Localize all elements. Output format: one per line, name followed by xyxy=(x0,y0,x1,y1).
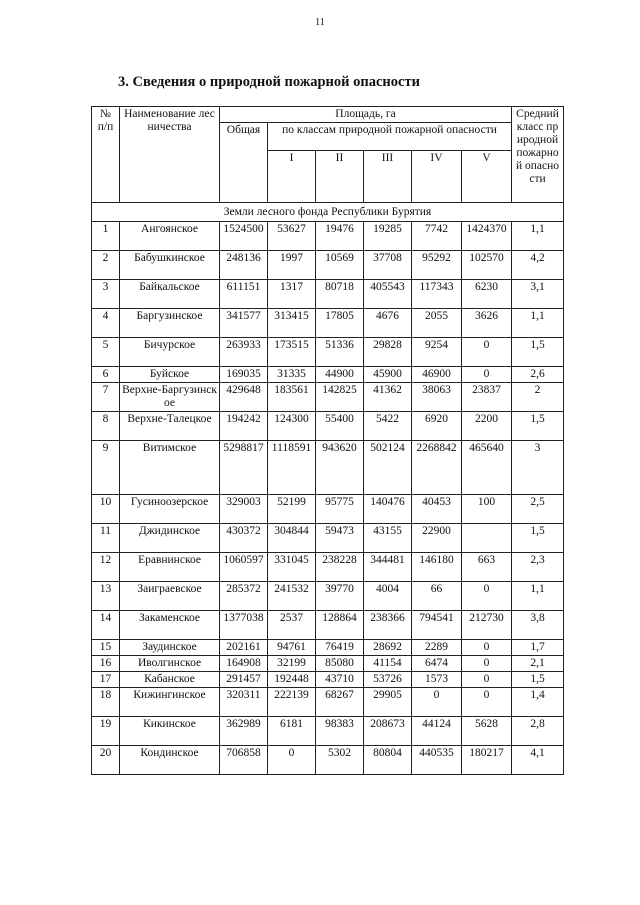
table-cell: 28692 xyxy=(364,640,412,656)
table-row xyxy=(92,280,564,309)
table-cell: 20 xyxy=(92,746,120,775)
table-row xyxy=(92,611,564,640)
table-cell: 17 xyxy=(92,672,120,688)
table-row xyxy=(92,495,564,524)
table-cell: 38063 xyxy=(412,383,462,412)
table-cell: 320311 xyxy=(220,688,268,717)
table-cell: 2268842 xyxy=(412,441,462,495)
table-cell: 41154 xyxy=(364,656,412,672)
table-cell: 98383 xyxy=(316,717,364,746)
table-cell: 11 xyxy=(92,524,120,553)
table-cell: 2,5 xyxy=(512,495,564,524)
table-cell: Ангоянское xyxy=(120,222,220,251)
table-row xyxy=(92,383,564,412)
table-cell: 1,1 xyxy=(512,582,564,611)
table-cell: 2 xyxy=(92,251,120,280)
table-cell: 68267 xyxy=(316,688,364,717)
table-body xyxy=(92,222,564,775)
table-cell: 85080 xyxy=(316,656,364,672)
table-cell: 18 xyxy=(92,688,120,717)
table-cell: 1,5 xyxy=(512,338,564,367)
table-cell: 2,1 xyxy=(512,656,564,672)
table-cell: Кикинское xyxy=(120,717,220,746)
table-cell: Иволгинское xyxy=(120,656,220,672)
table-cell: 51336 xyxy=(316,338,364,367)
table-cell: 128864 xyxy=(316,611,364,640)
table-cell: 5298817 xyxy=(220,441,268,495)
table-cell: 2289 xyxy=(412,640,462,656)
table-cell: 263933 xyxy=(220,338,268,367)
table-cell: 9254 xyxy=(412,338,462,367)
table-cell: 29905 xyxy=(364,688,412,717)
table-cell: 59473 xyxy=(316,524,364,553)
table-cell: 19476 xyxy=(316,222,364,251)
table-cell: 2055 xyxy=(412,309,462,338)
table-cell: 6 xyxy=(92,367,120,383)
table-cell: 208673 xyxy=(364,717,412,746)
table-cell: 52199 xyxy=(268,495,316,524)
table-cell: 1 xyxy=(92,222,120,251)
table-cell: 5 xyxy=(92,338,120,367)
table-cell: 45900 xyxy=(364,367,412,383)
table-cell: 192448 xyxy=(268,672,316,688)
table-cell: 248136 xyxy=(220,251,268,280)
table-cell: 9 xyxy=(92,441,120,495)
table-cell: Кабанское xyxy=(120,672,220,688)
table-cell: 331045 xyxy=(268,553,316,582)
table-cell: 1424370 xyxy=(462,222,512,251)
table-cell: 180217 xyxy=(462,746,512,775)
table-cell: 80804 xyxy=(364,746,412,775)
table-cell: 1,1 xyxy=(512,222,564,251)
table-row xyxy=(92,222,564,251)
table-cell: 2,6 xyxy=(512,367,564,383)
table-cell: 1,5 xyxy=(512,412,564,441)
table-cell: 222139 xyxy=(268,688,316,717)
table-cell: Баргузинское xyxy=(120,309,220,338)
table-row xyxy=(92,717,564,746)
table-cell: 341577 xyxy=(220,309,268,338)
header-name: Наименование лесничества xyxy=(120,107,220,203)
table-cell: 6230 xyxy=(462,280,512,309)
table-row xyxy=(92,367,564,383)
table-cell: 2,8 xyxy=(512,717,564,746)
header-class-3: III xyxy=(364,151,412,203)
table-row xyxy=(92,672,564,688)
table-cell: 4,1 xyxy=(512,746,564,775)
table-cell: 3626 xyxy=(462,309,512,338)
table-cell: 43710 xyxy=(316,672,364,688)
table-cell: 164908 xyxy=(220,656,268,672)
table-cell: 1377038 xyxy=(220,611,268,640)
table-cell: Бичурское xyxy=(120,338,220,367)
table-cell: Бабушкинское xyxy=(120,251,220,280)
table-cell: 19 xyxy=(92,717,120,746)
table-cell: 943620 xyxy=(316,441,364,495)
table-cell: Закаменское xyxy=(120,611,220,640)
table-cell: 13 xyxy=(92,582,120,611)
table-cell: Байкальское xyxy=(120,280,220,309)
table-cell: Джидинское xyxy=(120,524,220,553)
table-cell: 16 xyxy=(92,656,120,672)
header-class-5: V xyxy=(462,151,512,203)
table-cell: 169035 xyxy=(220,367,268,383)
table-cell: 43155 xyxy=(364,524,412,553)
table-cell: Заудинское xyxy=(120,640,220,656)
table-cell: 10569 xyxy=(316,251,364,280)
table-cell: Кондинское xyxy=(120,746,220,775)
table-cell: 95292 xyxy=(412,251,462,280)
table-cell: 6920 xyxy=(412,412,462,441)
table-cell: 0 xyxy=(462,338,512,367)
table-cell: 12 xyxy=(92,553,120,582)
table-cell: 76419 xyxy=(316,640,364,656)
table-row xyxy=(92,524,564,553)
table-cell: 4004 xyxy=(364,582,412,611)
header-avg: Средний класс природной пожарной опасности xyxy=(512,107,564,203)
table-cell: 405543 xyxy=(364,280,412,309)
table-cell: 14 xyxy=(92,611,120,640)
table-cell: 10 xyxy=(92,495,120,524)
table-cell: 5628 xyxy=(462,717,512,746)
table-cell: 329003 xyxy=(220,495,268,524)
table-cell: 117343 xyxy=(412,280,462,309)
table-cell: 1,5 xyxy=(512,524,564,553)
table-cell: Буйское xyxy=(120,367,220,383)
table-row xyxy=(92,746,564,775)
table-cell: 41362 xyxy=(364,383,412,412)
table-cell: 6474 xyxy=(412,656,462,672)
table-cell: 1118591 xyxy=(268,441,316,495)
header-num: № п/п xyxy=(92,107,120,203)
table-cell: 19285 xyxy=(364,222,412,251)
table-cell: 140476 xyxy=(364,495,412,524)
page-number: 11 xyxy=(315,17,325,28)
table-cell: 37708 xyxy=(364,251,412,280)
table-cell: 238228 xyxy=(316,553,364,582)
table-cell: 1,5 xyxy=(512,672,564,688)
table-cell: 53726 xyxy=(364,672,412,688)
table-row xyxy=(92,251,564,280)
table-cell: 3,1 xyxy=(512,280,564,309)
table-cell: 142825 xyxy=(316,383,364,412)
table-cell: 173515 xyxy=(268,338,316,367)
table-cell: 2200 xyxy=(462,412,512,441)
table-cell: 32199 xyxy=(268,656,316,672)
table-cell: 440535 xyxy=(412,746,462,775)
table-cell: 44124 xyxy=(412,717,462,746)
table-cell: 0 xyxy=(268,746,316,775)
table-row xyxy=(92,688,564,717)
table-cell: 1,7 xyxy=(512,640,564,656)
table-cell: Верхне-Талецкое xyxy=(120,412,220,441)
table-row xyxy=(92,338,564,367)
table-cell: 1524500 xyxy=(220,222,268,251)
table-cell: 23837 xyxy=(462,383,512,412)
table-row xyxy=(92,309,564,338)
table-cell: 29828 xyxy=(364,338,412,367)
table-row xyxy=(92,656,564,672)
table-cell: 2537 xyxy=(268,611,316,640)
table-cell: 4 xyxy=(92,309,120,338)
table-cell: 0 xyxy=(462,656,512,672)
table-cell: 55400 xyxy=(316,412,364,441)
table-cell: 40453 xyxy=(412,495,462,524)
table-cell: 80718 xyxy=(316,280,364,309)
table-cell: 2,3 xyxy=(512,553,564,582)
table-cell: 0 xyxy=(462,672,512,688)
table-cell xyxy=(462,524,512,553)
header-class-4: IV xyxy=(412,151,462,203)
header-area: Площадь, га xyxy=(220,107,512,123)
table-cell: Еравнинское xyxy=(120,553,220,582)
table-cell: 102570 xyxy=(462,251,512,280)
table-cell: 124300 xyxy=(268,412,316,441)
header-by-class: по классам природной пожарной опасности xyxy=(268,123,512,151)
table-cell: 706858 xyxy=(220,746,268,775)
table-cell: 15 xyxy=(92,640,120,656)
table-cell: 2 xyxy=(512,383,564,412)
table-cell: 3 xyxy=(512,441,564,495)
table-cell: 1,1 xyxy=(512,309,564,338)
table-cell: 1997 xyxy=(268,251,316,280)
region-title: Земли лесного фонда Республики Бурятия xyxy=(92,203,564,222)
table-cell: 1573 xyxy=(412,672,462,688)
table-cell: Витимское xyxy=(120,441,220,495)
table-cell: 0 xyxy=(462,367,512,383)
header-class-2: II xyxy=(316,151,364,203)
table-cell: 285372 xyxy=(220,582,268,611)
fire-danger-table xyxy=(91,106,564,775)
table-cell: 362989 xyxy=(220,717,268,746)
section-title: 3. Сведения о природной пожарной опасности xyxy=(118,74,420,90)
table-row xyxy=(92,412,564,441)
table-cell: 212730 xyxy=(462,611,512,640)
table-cell: 46900 xyxy=(412,367,462,383)
table-cell: 0 xyxy=(412,688,462,717)
table-cell: 344481 xyxy=(364,553,412,582)
table-cell: Гусиноозерское xyxy=(120,495,220,524)
table-cell: 794541 xyxy=(412,611,462,640)
table-cell: 241532 xyxy=(268,582,316,611)
table-cell: 611151 xyxy=(220,280,268,309)
table-cell: 146180 xyxy=(412,553,462,582)
header-class-1: I xyxy=(268,151,316,203)
table-cell: 465640 xyxy=(462,441,512,495)
table-cell: 5422 xyxy=(364,412,412,441)
table-cell: 39770 xyxy=(316,582,364,611)
table-cell: 66 xyxy=(412,582,462,611)
table-cell: 17805 xyxy=(316,309,364,338)
table-cell: 1317 xyxy=(268,280,316,309)
table-cell: 238366 xyxy=(364,611,412,640)
table-cell: 313415 xyxy=(268,309,316,338)
table-cell: 183561 xyxy=(268,383,316,412)
table-cell: 53627 xyxy=(268,222,316,251)
table-row xyxy=(92,640,564,656)
table-cell: 304844 xyxy=(268,524,316,553)
header-total: Общая xyxy=(220,123,268,203)
table-cell: 1060597 xyxy=(220,553,268,582)
table-cell: 94761 xyxy=(268,640,316,656)
table-cell: 100 xyxy=(462,495,512,524)
table-cell: Кижингинское xyxy=(120,688,220,717)
table-cell: 0 xyxy=(462,582,512,611)
table-cell: 430372 xyxy=(220,524,268,553)
table-cell: 4,2 xyxy=(512,251,564,280)
table-cell: 7742 xyxy=(412,222,462,251)
table-cell: 0 xyxy=(462,688,512,717)
table-cell: 3 xyxy=(92,280,120,309)
table-cell: 7 xyxy=(92,383,120,412)
table-cell: 1,4 xyxy=(512,688,564,717)
table-cell: 95775 xyxy=(316,495,364,524)
table-cell: 31335 xyxy=(268,367,316,383)
table-cell: 0 xyxy=(462,640,512,656)
table-cell: 194242 xyxy=(220,412,268,441)
table-cell: 8 xyxy=(92,412,120,441)
table-cell: 5302 xyxy=(316,746,364,775)
table-cell: 4676 xyxy=(364,309,412,338)
table-cell: 663 xyxy=(462,553,512,582)
table-cell: 44900 xyxy=(316,367,364,383)
table-row xyxy=(92,441,564,495)
table-cell: 429648 xyxy=(220,383,268,412)
table-cell: 202161 xyxy=(220,640,268,656)
table-cell: 3,8 xyxy=(512,611,564,640)
table-cell: 502124 xyxy=(364,441,412,495)
table-cell: 291457 xyxy=(220,672,268,688)
table-cell: Верхне-Баргузинское xyxy=(120,383,220,412)
table-row xyxy=(92,553,564,582)
table-cell: 6181 xyxy=(268,717,316,746)
table-cell: 22900 xyxy=(412,524,462,553)
table-row xyxy=(92,582,564,611)
table-cell: Заиграевское xyxy=(120,582,220,611)
